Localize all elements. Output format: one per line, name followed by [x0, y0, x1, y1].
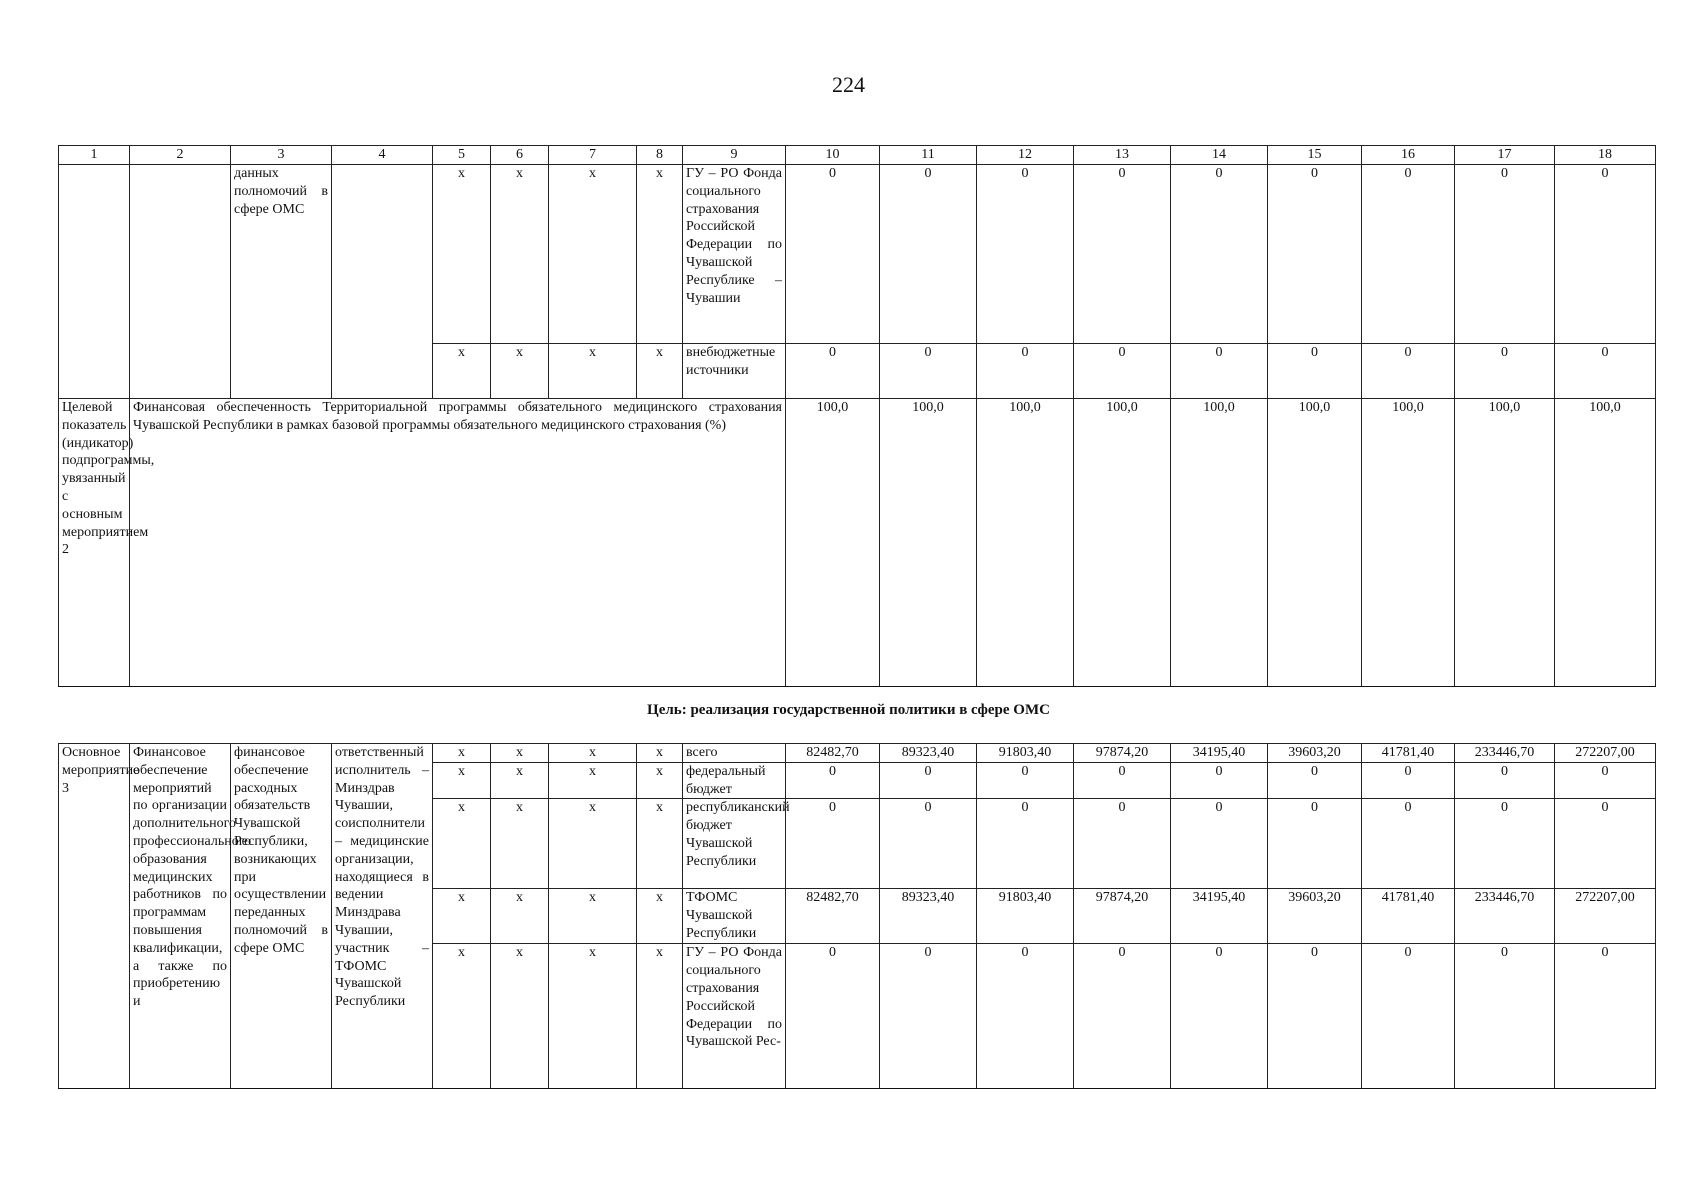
column-number: 5 — [433, 146, 491, 165]
mark-cell: x — [491, 889, 549, 944]
column-number: 6 — [491, 146, 549, 165]
value-cell: 0 — [1455, 165, 1555, 344]
target-value: 100,0 — [1074, 399, 1171, 687]
mark-cell: x — [549, 799, 637, 889]
value-cell: 0 — [1455, 762, 1555, 799]
financing-purpose: финансовое обеспечение расходных обязательств Чувашской Республики, возникающих при осуществлении переданных полномочий в сфере ОМС — [231, 744, 332, 1089]
mark-cell: x — [491, 799, 549, 889]
mark-cell: x — [637, 762, 683, 799]
table-row — [59, 744, 1656, 763]
mark-cell: x — [433, 799, 491, 889]
mark-cell: x — [433, 889, 491, 944]
value-cell: 0 — [1268, 944, 1362, 1089]
value-cell: 272207,00 — [1555, 744, 1656, 763]
column-number: 3 — [231, 146, 332, 165]
budget-table-continuation — [58, 145, 1656, 687]
value-cell: 0 — [1074, 799, 1171, 889]
value-cell: 0 — [977, 762, 1074, 799]
column-number: 18 — [1555, 146, 1656, 165]
column-number: 12 — [977, 146, 1074, 165]
mark-cell: x — [491, 944, 549, 1089]
value-cell: 39603,20 — [1268, 889, 1362, 944]
mark-cell: x — [637, 165, 683, 344]
column-number: 1 — [59, 146, 130, 165]
target-value: 100,0 — [1555, 399, 1656, 687]
target-value: 100,0 — [1268, 399, 1362, 687]
value-cell: 0 — [1171, 344, 1268, 399]
value-cell: 82482,70 — [786, 744, 880, 763]
value-cell: 0 — [1555, 762, 1656, 799]
value-cell: 0 — [1171, 165, 1268, 344]
funding-source: всего — [683, 744, 786, 763]
column-number: 11 — [880, 146, 977, 165]
mark-cell: x — [433, 344, 491, 399]
target-indicator-label: Целевой показатель (индикатор) подпрограммы, увязанный с основным мероприятием 2 — [59, 399, 130, 687]
value-cell: 0 — [1268, 165, 1362, 344]
mark-cell: x — [637, 744, 683, 763]
value-cell: 41781,40 — [1362, 889, 1455, 944]
mark-cell: x — [433, 762, 491, 799]
value-cell: 39603,20 — [1268, 744, 1362, 763]
value-cell: 0 — [880, 344, 977, 399]
value-cell: 0 — [786, 944, 880, 1089]
mark-cell: x — [433, 744, 491, 763]
value-cell: 0 — [880, 165, 977, 344]
value-cell: 82482,70 — [786, 889, 880, 944]
value-cell: 0 — [1268, 344, 1362, 399]
cell-col2 — [130, 165, 231, 399]
funding-source: федеральный бюджет — [683, 762, 786, 799]
value-cell: 0 — [1362, 944, 1455, 1089]
mark-cell: x — [637, 889, 683, 944]
mark-cell: x — [433, 165, 491, 344]
column-number-header — [59, 146, 1656, 165]
funding-source: внебюджетные источники — [683, 344, 786, 399]
value-cell: 97874,20 — [1074, 889, 1171, 944]
mark-cell: x — [491, 744, 549, 763]
target-indicator-row — [59, 399, 1656, 687]
value-cell: 0 — [1268, 762, 1362, 799]
column-number: 8 — [637, 146, 683, 165]
target-indicator-description: Финансовая обеспеченность Территориальной программы обязательного медицинского страхования Чувашской Республики в рамках базовой программы обязательного медицинского страхования (%) — [130, 399, 786, 687]
funding-source: ГУ – РО Фонда социального страхования Российской Федерации по Чувашской Рес- — [683, 944, 786, 1089]
column-number: 16 — [1362, 146, 1455, 165]
column-number: 15 — [1268, 146, 1362, 165]
mark-cell: x — [549, 344, 637, 399]
cell-col4 — [332, 165, 433, 399]
column-number: 9 — [683, 146, 786, 165]
value-cell: 233446,70 — [1455, 889, 1555, 944]
cell-col3: данных полномочий в сфере ОМС — [231, 165, 332, 399]
mark-cell: x — [491, 165, 549, 344]
mark-cell: x — [549, 165, 637, 344]
column-number: 13 — [1074, 146, 1171, 165]
cell-col1 — [59, 165, 130, 399]
value-cell: 0 — [786, 799, 880, 889]
value-cell: 0 — [1362, 165, 1455, 344]
budget-table-main-activity-3 — [58, 743, 1656, 1089]
page-number: 224 — [832, 72, 865, 97]
value-cell: 0 — [1074, 165, 1171, 344]
value-cell: 0 — [977, 165, 1074, 344]
mark-cell: x — [549, 744, 637, 763]
mark-cell: x — [433, 944, 491, 1089]
target-value: 100,0 — [880, 399, 977, 687]
column-number: 7 — [549, 146, 637, 165]
target-value: 100,0 — [1362, 399, 1455, 687]
target-value: 100,0 — [1455, 399, 1555, 687]
value-cell: 0 — [1455, 344, 1555, 399]
value-cell: 272207,00 — [1555, 889, 1656, 944]
value-cell: 0 — [1455, 944, 1555, 1089]
column-number: 2 — [130, 146, 231, 165]
value-cell: 34195,40 — [1171, 744, 1268, 763]
value-cell: 0 — [1171, 799, 1268, 889]
funding-source: ГУ – РО Фонда социального страхования Российской Федерации по Чувашской Республике – Чувашии — [683, 165, 786, 344]
mark-cell: x — [549, 762, 637, 799]
mark-cell: x — [637, 799, 683, 889]
mark-cell: x — [549, 944, 637, 1089]
value-cell: 91803,40 — [977, 744, 1074, 763]
goal-title: Цель: реализация государственной политики в сфере ОМС — [647, 702, 1050, 718]
value-cell: 89323,40 — [880, 889, 977, 944]
value-cell: 233446,70 — [1455, 744, 1555, 763]
value-cell: 0 — [1555, 944, 1656, 1089]
value-cell: 0 — [1074, 762, 1171, 799]
value-cell: 0 — [1171, 762, 1268, 799]
value-cell: 41781,40 — [1362, 744, 1455, 763]
main-activity-label: Основное мероприятие 3 — [59, 744, 130, 1089]
funding-source: ТФОМС Чувашской Республики — [683, 889, 786, 944]
value-cell: 0 — [786, 762, 880, 799]
value-cell: 0 — [977, 799, 1074, 889]
column-number: 4 — [332, 146, 433, 165]
funding-source: республиканский бюджет Чувашской Республики — [683, 799, 786, 889]
responsible-executors: ответственный исполнитель – Минздрав Чувашии, соисполнители – медицинские организации, находящиеся в ведении Минздрава Чувашии, участник – ТФОМС Чувашской Республики — [332, 744, 433, 1089]
mark-cell: x — [491, 344, 549, 399]
value-cell: 0 — [1362, 762, 1455, 799]
value-cell: 0 — [1555, 165, 1656, 344]
mark-cell: x — [637, 344, 683, 399]
value-cell: 0 — [977, 344, 1074, 399]
value-cell: 91803,40 — [977, 889, 1074, 944]
value-cell: 0 — [1555, 344, 1656, 399]
value-cell: 0 — [1362, 344, 1455, 399]
value-cell: 0 — [786, 165, 880, 344]
value-cell: 0 — [786, 344, 880, 399]
column-number: 14 — [1171, 146, 1268, 165]
value-cell: 0 — [1074, 944, 1171, 1089]
target-value: 100,0 — [977, 399, 1074, 687]
value-cell: 34195,40 — [1171, 889, 1268, 944]
value-cell: 0 — [880, 799, 977, 889]
value-cell: 97874,20 — [1074, 744, 1171, 763]
table-row — [59, 165, 1656, 344]
main-activity-description: Финансовое обеспечение мероприятий по организации дополнительного профессионального образования медицинских работников по программам повышения квалификации, а также по приобретению и — [130, 744, 231, 1089]
mark-cell: x — [491, 762, 549, 799]
value-cell: 0 — [1455, 799, 1555, 889]
column-number: 10 — [786, 146, 880, 165]
value-cell: 0 — [1555, 799, 1656, 889]
target-value: 100,0 — [1171, 399, 1268, 687]
value-cell: 0 — [1268, 799, 1362, 889]
mark-cell: x — [637, 944, 683, 1089]
value-cell: 0 — [880, 762, 977, 799]
target-value: 100,0 — [786, 399, 880, 687]
value-cell: 0 — [880, 944, 977, 1089]
value-cell: 0 — [1074, 344, 1171, 399]
value-cell: 0 — [1362, 799, 1455, 889]
value-cell: 0 — [977, 944, 1074, 1089]
mark-cell: x — [549, 889, 637, 944]
value-cell: 89323,40 — [880, 744, 977, 763]
value-cell: 0 — [1171, 944, 1268, 1089]
column-number: 17 — [1455, 146, 1555, 165]
